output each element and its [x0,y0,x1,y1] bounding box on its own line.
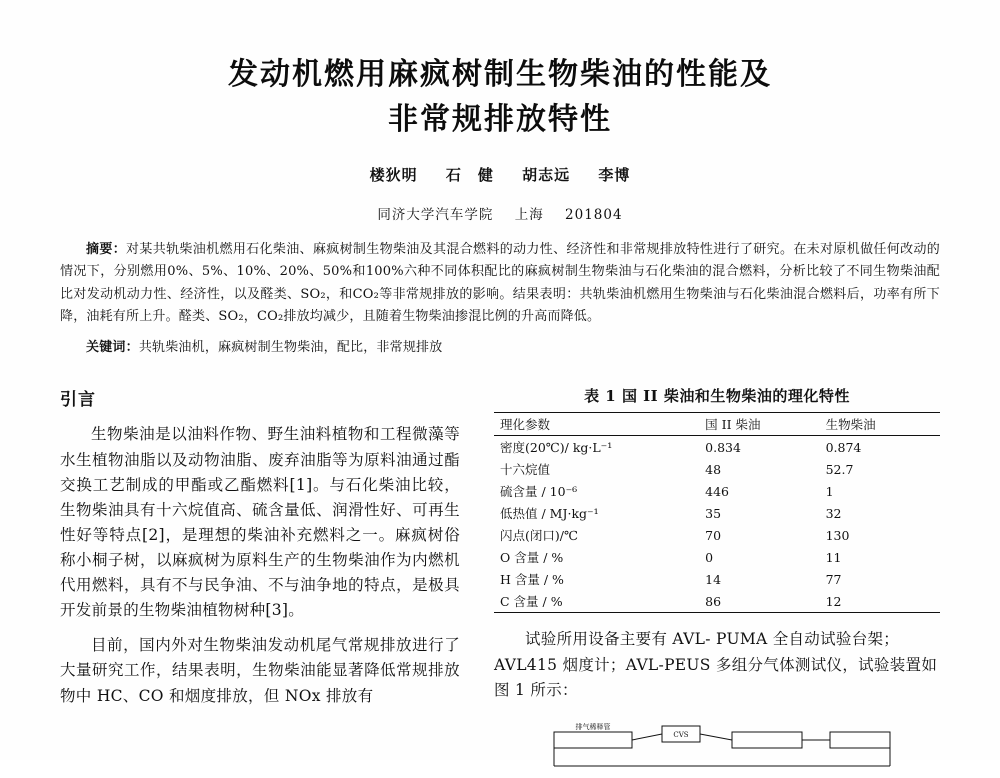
table-cell-biodiesel: 11 [825,549,842,565]
table-cell-diesel: 14 [705,571,722,587]
table-cell-biodiesel: 130 [825,527,850,543]
table-row [494,524,940,546]
table-cell-diesel: 70 [705,527,722,543]
table-cell-diesel: 86 [699,590,819,613]
paper-title-line-1: 发动机燃用麻疯树制生物柴油的性能及 [228,57,772,92]
author-1: 楼狄明 [369,166,418,184]
author-3: 胡志远 [522,166,571,184]
table-row [494,502,940,524]
table-caption: 表 1 国 II 柴油和生物柴油的理化特性 [584,387,850,406]
table-body [494,436,940,613]
abstract-paragraph [60,239,940,328]
table-cell-diesel: 446 [705,483,730,499]
table-cell-param: 闪点(闭口)/℃ [500,528,578,544]
table-header-cell-1: 国 II 柴油 [699,413,819,436]
keywords-text: 共轨柴油机，麻疯树制生物柴油，配比，非常规排放 [138,340,443,356]
table-cell-diesel: 0 [705,549,714,565]
abstract-text: 对某共轨柴油机燃用石化柴油、麻疯树制生物柴油及其混合燃料的动力性、经济性和非常规排放特性进行了研究。在未对原机做任何改动的情况下，分别燃用0%、5%、10%、20%、50%和100%六种不同体积配比的麻疯树制生物柴油与石化柴油的混合燃料，分析比较了不同生物柴油配比对发动机动力性、经济性，以及醛类、SO₂，和CO₂等非常规排放的影响。结果表明：共轨柴油机燃用生物柴油与石化柴油混合燃料后，功率有所下降，油耗有所上升。醛类、SO₂，CO₂排放均减少，且随着生物柴油掺混比例的升高而降低。 [60,242,940,325]
abstract-block [60,239,940,328]
table-header-row [494,413,940,436]
author-4: 李博 [598,166,631,184]
table-cell-diesel: 0.834 [705,439,741,455]
left-column [60,385,460,778]
physical-properties-table [494,412,940,613]
equipment-paragraph: 试验所用设备主要有 AVL- PUMA 全自动试验台架；AVL415 烟度计；AVL-PEUS 多组分气体测试仪，试验装置如图 1 所示： [494,630,938,699]
table-cell-diesel: 48 [705,461,722,477]
table-cell-param: C 含量 / % [494,590,699,613]
table-cell-param: 密度(20℃)/ kg·L⁻¹ [500,440,613,456]
table-head [494,413,940,436]
title-block [60,0,940,223]
paper-title-line-2: 非常规排放特性 [388,102,612,137]
table-cell-biodiesel: 32 [825,505,842,521]
section-heading-introduction: 引言 [60,390,96,411]
table-cell-param: O 含量 / % [500,550,564,566]
table-cell-biodiesel: 77 [825,571,842,587]
table-row [494,480,940,502]
table-cell-diesel: 35 [705,505,722,521]
table-row [494,546,940,568]
intro-paragraph-1: 生物柴油是以油料作物、野生油料植物和工程微藻等水生植物油脂以及动物油脂、废弃油脂等为原料油通过酯交换工艺制成的甲酯或乙酯燃料[1]。与石化柴油比较，生物柴油具有十六烷值高、硫含量低、润滑性好、可再生性好等特点[2]，是理想的柴油补充燃料之一。麻疯树俗称小桐子树，以麻疯树为原料生产的生物柴油作为内燃机代用燃料，具有不与民争油、不与油争地的特点，是极具开发前景的生物柴油植物树种[3]。 [60,425,460,620]
author-2: 石 健 [445,166,494,184]
table-row [494,458,940,480]
abstract-label: 摘要： [86,242,127,257]
affiliation [60,203,940,223]
table-row [494,436,940,459]
table-cell-param: H 含量 / % [500,572,564,588]
table-cell-biodiesel: 0.874 [825,439,862,455]
table-cell-param: 低热值 / MJ·kg⁻¹ [500,506,599,522]
keywords-label: 关键词： [86,340,139,356]
right-column [494,385,940,778]
table-row [494,590,940,613]
affiliation-institution: 同济大学汽车学院 [377,207,494,223]
figure-1-svg [494,718,940,778]
table-cell-param: 十六烷值 [500,462,551,478]
table-cell-biodiesel: 1 [825,483,834,499]
figure-label-0: 排气稀释管 [575,723,611,732]
table-cell-param: 硫含量 / 10⁻⁶ [500,484,578,500]
table-header-cell-0: 理化参数 [494,413,699,436]
figure-1-diagram [494,718,940,778]
keywords-block [60,336,940,355]
intro-paragraph-2: 目前，国内外对生物柴油发动机尾气常规排放进行了大量研究工作，结果表明，生物柴油能显著降低常规排放物中 HC、CO 和烟度排放，但 NOx 排放有 [60,636,460,705]
affiliation-postcode: 201804 [565,207,623,223]
body-columns [60,385,940,778]
table-cell-biodiesel: 52.7 [825,461,854,477]
figure-label-1: CVS [673,731,689,740]
table-header-cell-2: 生物柴油 [820,413,940,436]
table-row [494,568,940,590]
author-list [60,164,940,185]
table-cell-biodiesel: 12 [820,590,940,613]
affiliation-city: 上海 [514,207,544,223]
